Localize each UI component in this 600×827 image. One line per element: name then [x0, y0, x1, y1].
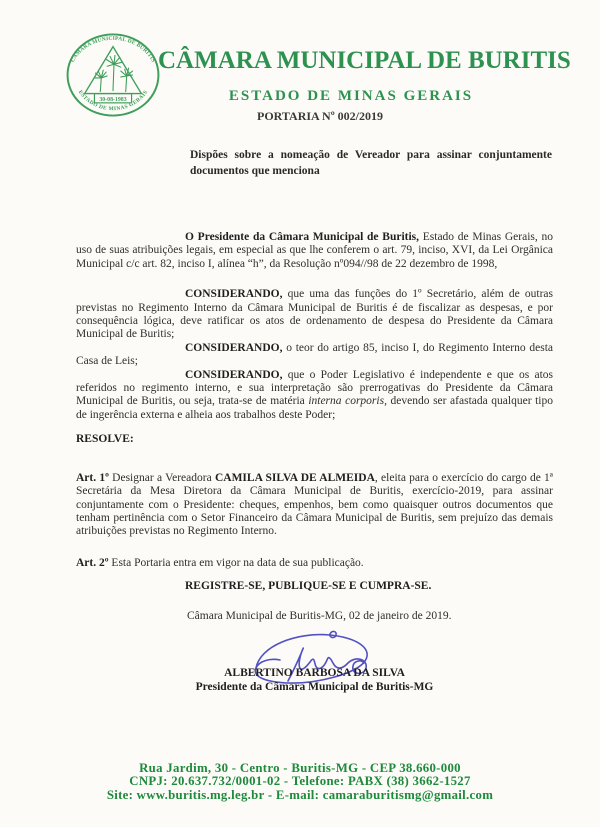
seal-top-text: CÂMARA MUNICIPAL DE BURITIS: [69, 35, 157, 64]
art2-number: Art. 2º: [76, 556, 109, 569]
paragraph-considerando-1: [76, 288, 553, 342]
preamble-bold: O Presidente da Câmara Municipal de Buritis,: [185, 231, 420, 243]
considerando-2-text: o teor do artigo 85, inciso I, do Regimento Interno desta Casa de Leis;: [76, 341, 553, 368]
signatory-name: ALBERTINO BARBOSA DA SILVA: [224, 667, 405, 679]
art2-text: Esta Portaria entra em vigor na data de sua publicação.: [108, 556, 364, 569]
considerando-2-keyword: CONSIDERANDO,: [185, 341, 283, 354]
seal-date-box: [94, 94, 131, 103]
latin-term: interna corporis,: [308, 395, 387, 408]
signature-block: [76, 666, 553, 694]
footer-address: Rua Jardim, 30 - Centro - Buritis-MG - CEP 38.660-000: [139, 761, 461, 775]
municipal-seal-icon: [64, 32, 162, 118]
svg-text:CÂMARA MUNICIPAL DE BURITIS: [70, 36, 156, 64]
paragraph-preamble: [76, 231, 553, 271]
paragraph-art1: [76, 472, 553, 539]
art1-text-a: Designar a Vereadora: [108, 471, 215, 484]
document-footer: [0, 762, 600, 802]
seal-date: 30-08-1983: [99, 96, 127, 103]
considerando-3-text-a: que o Poder Legislativo é independente e que os atos referidos no regimento interno, e sua interpretação são prerrogativas do Presidente da Câmara Municipal de Buritis, ou seja, trata-se de matéria: [76, 368, 553, 408]
resolve-heading: [76, 433, 553, 446]
footer-cnpj-phone: CNPJ: 20.637.732/0001-02 - Telefone: PABX (38) 3662-1527: [129, 774, 471, 789]
paragraph-considerando-2: [76, 342, 553, 369]
paragraph-considerando-3: [76, 369, 553, 423]
document-subject: Dispões sobre a nomeação de Vereador para assinar conjuntamente documentos que menciona: [190, 149, 552, 177]
preamble-text: Estado de Minas Gerais, no uso de suas atribuições legais, em especial as que lhe conferem o art. 79, inciso, XVI, da Lei Orgânica Municipal c/c art. 82, inciso I, alínea “h”, da Resolução nº094//98 de 22 dezembro de 1998,: [76, 231, 554, 270]
signatory-role: Presidente da Câmara Municipal de Buritis-MG: [195, 681, 434, 693]
resolve-label: RESOLVE:: [76, 433, 134, 446]
document-body: [76, 231, 553, 623]
considerando-3-keyword: CONSIDERANDO,: [185, 368, 283, 381]
seal-bottom-text: ESTADO DE MINAS GERAIS: [76, 89, 150, 113]
document-number: PORTARIA Nº 002/2019: [257, 109, 383, 123]
considerando-3-text-b: devendo ser afastada qualquer tipo de ingerência externa e alheia aos trabalhos deste Poder;: [76, 395, 553, 421]
art1-text-b: , eleita para o exercício do cargo de 1ª Secretária da Mesa Diretora da Câmara Municipal de Buritis, exercício-2019, para assinar conjuntamente com o Presidente: cheques, empenhos, bem como quaisquer outros documentos que tenham pertinência com o Setor Financeiro da Câmara Municipal de Buritis, sem prejuízo das demais atribuições previstas no Regimento Interno.: [76, 471, 553, 538]
considerando-1-text: que uma das funções do 1º Secretário, além de outras previstas no Regimento Interno da Câmara Municipal de Buritis é de fiscalizar as despesas, e por consequência lógica, deve ratificar os atos de ordenamento de despesa do Presidente da Câmara Municipal de Buritis;: [76, 288, 553, 341]
art1-appointee-name: CAMILA SILVA DE ALMEIDA: [214, 471, 375, 484]
org-subtitle: ESTADO DE MINAS GERAIS: [228, 88, 474, 104]
art1-number: Art. 1º: [76, 471, 109, 484]
palm-trees-icon: [94, 55, 132, 91]
place-date-line: Câmara Municipal de Buritis-MG, 02 de janeiro de 2019.: [187, 609, 452, 622]
footer-site-email: Site: www.buritis.mg.leg.br - E-mail: camaraburitismg@gmail.com: [106, 787, 494, 802]
org-title: CÂMARA MUNICIPAL DE BURITIS: [158, 47, 571, 74]
considerando-1-keyword: CONSIDERANDO,: [185, 288, 283, 301]
closing-formula: REGISTRE-SE, PUBLIQUE-SE E CUMPRA-SE.: [185, 580, 432, 593]
paragraph-art2: [76, 557, 553, 570]
